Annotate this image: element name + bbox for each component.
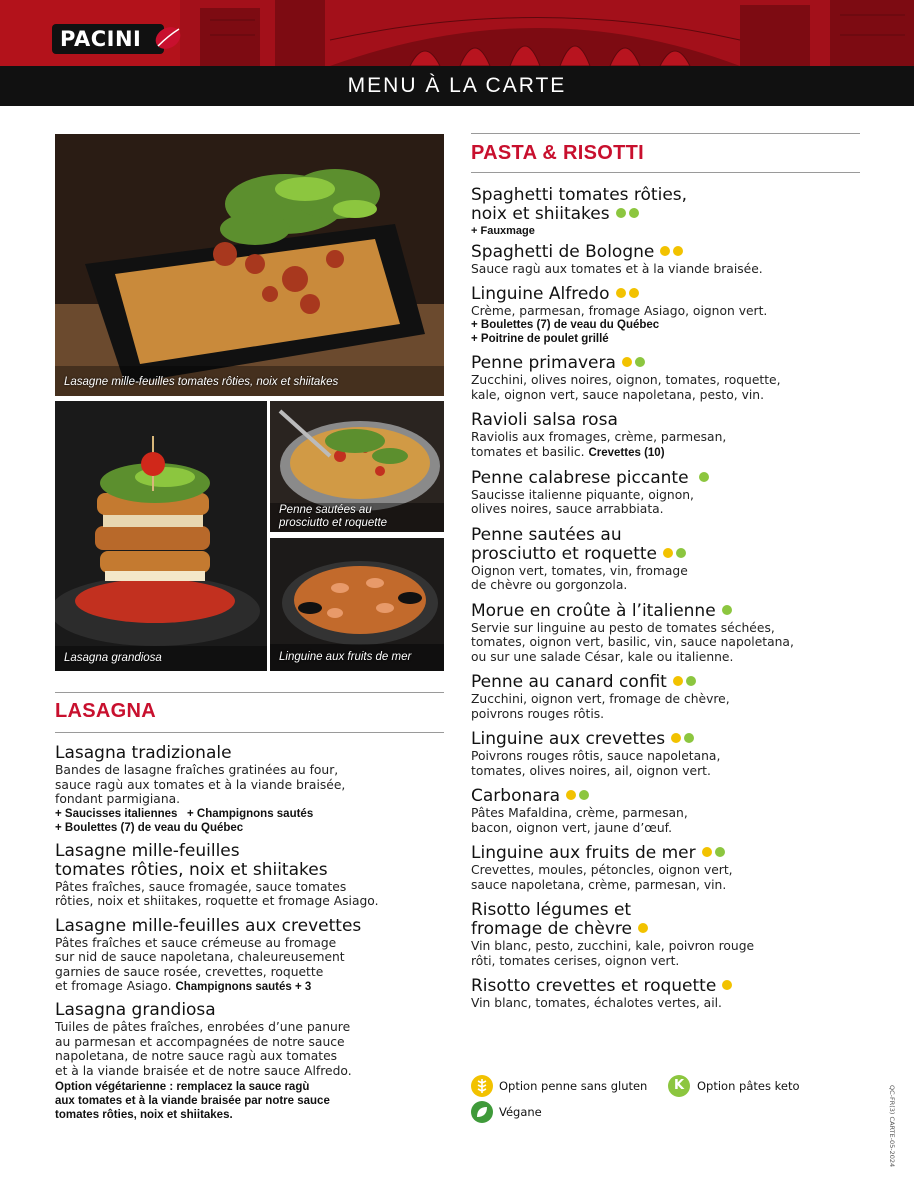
item-desc-line: de chèvre ou gorgonzola.	[471, 578, 628, 592]
item-desc-line: napoletana, de notre sauce ragù aux tomates	[55, 1049, 338, 1063]
item-name-text: Carbonara	[471, 786, 561, 806]
legend-keto-label: Option pâtes keto	[697, 1079, 800, 1093]
pasta-item-linguine-crevettes	[471, 730, 871, 778]
lasagna-section-title: LASAGNA	[55, 700, 156, 722]
extra-option: + Boulettes (7) de veau du Québec	[471, 319, 660, 331]
item-desc-line: rôti, tomates cerises, oignon vert.	[471, 953, 680, 968]
vegan-dot	[715, 847, 725, 857]
diet-dots	[668, 729, 694, 749]
item-desc-line: sur nid de sauce napoletana, chaleureusement	[55, 950, 345, 964]
legend-vegan-label: Végane	[499, 1105, 542, 1119]
item-desc-line: rôties, noix et shiitakes, roquette et fromage Asiago.	[55, 894, 379, 908]
vegan-dot	[629, 208, 639, 218]
diet-dots	[619, 353, 645, 373]
item-desc-line: Crevettes, moules, pétoncles, oignon vert,	[471, 863, 733, 877]
note-line: aux tomates et à la viande braisée par notre sauce	[55, 1095, 330, 1107]
item-desc-line: Pâtes fraîches et sauce crémeuse au fromage	[55, 935, 337, 950]
item-name-line: Penne sautées au	[471, 524, 622, 545]
gluten-free-dot	[622, 357, 632, 367]
pasta-item-penne-prosciutto	[471, 526, 871, 593]
item-name-text: Penne au canard confit	[471, 672, 667, 692]
item-desc-line	[55, 979, 455, 994]
pacini-logo[interactable]	[52, 20, 182, 56]
item-name-line	[471, 545, 871, 564]
keto-dot	[673, 246, 683, 256]
item-name-line	[471, 285, 871, 304]
item-desc-line: olives noires, sauce arrabbiata.	[471, 502, 664, 516]
item-name: Ravioli salsa rosa	[471, 410, 618, 430]
item-name-line: Risotto légumes et	[471, 900, 632, 920]
lasagna-item-mille-feuilles	[55, 842, 455, 909]
item-name-text: prosciutto et roquette	[471, 543, 658, 564]
item-desc-text: et fromage Asiago.	[55, 979, 172, 993]
item-name: Lasagna grandiosa	[55, 1000, 216, 1020]
photo-penne-prosciutto	[270, 401, 444, 532]
vegan-dot	[699, 472, 709, 482]
diet-dots	[699, 843, 725, 863]
pasta-item-alfredo	[471, 285, 871, 347]
item-desc-line: Servie sur linguine au pesto de tomates séchées,	[471, 620, 775, 635]
item-desc-line: Vin blanc, pesto, zucchini, kale, poivron rouge	[471, 939, 755, 953]
item-name-line	[471, 787, 871, 806]
vegan-dot	[635, 357, 645, 367]
venice-bridge-illustration	[180, 0, 914, 66]
gluten-free-dot	[660, 246, 670, 256]
item-extras-line	[55, 807, 455, 821]
item-desc-line: ou sur une salade César, kale ou italienne.	[471, 649, 734, 664]
wheat-icon	[471, 1075, 493, 1097]
gluten-free-dot	[663, 548, 673, 558]
extra-option: Crevettes (10)	[588, 446, 665, 459]
lasagna-dish-illustration	[55, 134, 444, 396]
pasta-item-carbonara	[471, 787, 871, 835]
diet-dots	[660, 544, 686, 564]
item-desc-line: et à la viande braisée et de notre sauce Alfredo.	[55, 1063, 352, 1078]
keto-dot	[629, 288, 639, 298]
item-name-line	[471, 469, 871, 488]
item-desc-line: garnies de sauce rosée, crevettes, roquette	[55, 964, 324, 979]
item-desc-line: Tuiles de pâtes fraîches, enrobées d’une panure	[55, 1020, 351, 1034]
item-name-text: Morue en croûte à l’italienne	[471, 600, 716, 621]
pasta-item-bologne	[471, 243, 871, 277]
item-desc-line: tomates, oignon vert, basilic, vin, sauce napoletana,	[471, 635, 794, 649]
pasta-item-risotto-crevettes	[471, 977, 871, 1011]
item-desc-line: Pâtes Mafaldina, crème, parmesan,	[471, 806, 688, 820]
item-name-text: Linguine Alfredo	[471, 283, 610, 304]
vegan-dot	[684, 733, 694, 743]
item-name-line: tomates rôties, noix et shiitakes	[55, 859, 328, 880]
item-desc-line	[471, 445, 871, 460]
item-desc-line: Zucchini, olives noires, oignon, tomates, roquette,	[471, 373, 781, 387]
print-code: QC-FR(3) CARTE-05-2024	[888, 1085, 896, 1168]
item-name-text: Linguine aux crevettes	[471, 729, 666, 749]
item-name-line	[471, 730, 871, 749]
caption-penne-line-1: Penne sautées au	[279, 504, 372, 516]
diet-legend	[471, 1075, 871, 1125]
item-name-line: Lasagne mille-feuilles	[55, 840, 240, 861]
note-line: tomates rôties, noix et shiitakes.	[55, 1109, 233, 1121]
diet-dots	[613, 204, 639, 224]
pasta-item-fruits-de-mer	[471, 844, 871, 892]
extra-option: + Poitrine de poulet grillé	[471, 333, 609, 345]
item-desc-line: bacon, oignon vert, jaune d’œuf.	[471, 820, 672, 835]
item-name-text: Linguine aux fruits de mer	[471, 843, 696, 863]
diet-dots	[696, 468, 709, 488]
item-name-line	[471, 354, 871, 373]
item-desc-line: sauce ragù aux tomates et à la viande braisée,	[55, 777, 346, 792]
lasagna-item-grandiosa	[55, 1001, 455, 1078]
gluten-free-dot	[722, 980, 732, 990]
pasta-item-spaghetti-tomates	[471, 186, 871, 238]
lasagna-item-tradizionale	[55, 744, 455, 835]
item-desc-line: Pâtes fraîches, sauce fromagée, sauce tomates	[55, 879, 347, 894]
item-desc-line: Crème, parmesan, fromage Asiago, oignon vert.	[471, 303, 768, 318]
item-desc-line: sauce napoletana, crème, parmesan, vin.	[471, 877, 727, 892]
item-desc-line: Oignon vert, tomates, vin, fromage	[471, 563, 688, 578]
caption-linguine-fruits-de-mer: Linguine aux fruits de mer	[279, 651, 412, 663]
item-name-line	[471, 920, 871, 939]
grandiosa-illustration	[55, 401, 267, 671]
item-desc-line: Vin blanc, tomates, échalotes vertes, ail.	[471, 996, 722, 1010]
item-name-line	[471, 205, 871, 224]
pasta-bottom-rule	[471, 172, 860, 173]
item-desc-line: Raviolis aux fromages, crème, parmesan,	[471, 430, 727, 444]
gluten-free-icon	[471, 1075, 493, 1097]
caption-lasagna-mille-feuilles: Lasagne mille-feuilles tomates rôties, noix et shiitakes	[64, 376, 339, 388]
item-name: Lasagna tradizionale	[55, 743, 232, 763]
pasta-section-title: PASTA & RISOTTI	[471, 142, 645, 164]
extra-option: Champignons sautés + 3	[175, 981, 312, 993]
extra-option: + Champignons sautés	[187, 807, 314, 820]
item-desc-line: poivrons rouges rôtis.	[471, 706, 605, 721]
item-name-text: Penne primavera	[471, 353, 616, 373]
diet-dots	[613, 284, 639, 304]
item-name-line: Spaghetti tomates rôties,	[471, 185, 688, 205]
photo-linguine-fruits-de-mer	[270, 538, 444, 671]
extra-option: + Saucisses italiennes	[55, 807, 178, 820]
logo-text: PACINI	[60, 27, 142, 51]
item-name-line	[471, 844, 871, 863]
caption-penne-line-2: prosciutto et roquette	[279, 517, 388, 529]
legend-gluten-free-label: Option penne sans gluten	[499, 1079, 648, 1093]
pasta-item-canard	[471, 673, 871, 721]
pasta-list	[471, 186, 871, 1011]
pasta-item-morue	[471, 602, 871, 665]
lasagna-top-rule	[55, 692, 444, 693]
photo-lasagna-grandiosa	[55, 401, 267, 671]
vegan-icon	[471, 1101, 493, 1123]
keto-icon	[668, 1075, 690, 1097]
pasta-item-risotto-legumes	[471, 901, 871, 968]
item-name-text: Spaghetti de Bologne	[471, 242, 655, 262]
pasta-item-primavera	[471, 354, 871, 402]
item-desc-line: tomates, olives noires, ail, oignon vert.	[471, 763, 711, 778]
item-name-line	[471, 243, 871, 262]
diet-dots	[563, 786, 589, 806]
diet-dots	[657, 242, 683, 262]
pasta-top-rule	[471, 133, 860, 134]
page-title: MENU À LA CARTE	[0, 66, 914, 106]
item-desc-line: kale, oignon vert, sauce napoletana, pesto, vin.	[471, 387, 764, 402]
photo-lasagna-mille-feuilles	[55, 134, 444, 396]
extra-option: + Fauxmage	[471, 225, 535, 237]
item-desc-line: fondant parmigiana.	[55, 792, 181, 806]
gluten-free-dot	[616, 288, 626, 298]
header-banner	[0, 0, 914, 66]
lasagna-item-crevettes	[55, 917, 455, 995]
item-name-line	[471, 602, 871, 621]
item-name-text: fromage de chèvre	[471, 919, 633, 939]
diet-dots	[635, 919, 648, 939]
gluten-free-dot	[673, 676, 683, 686]
vegan-dot	[579, 790, 589, 800]
item-name-line	[471, 977, 871, 996]
note-line: Option végétarienne : remplacez la sauce ragù	[55, 1081, 310, 1093]
extra-option: + Boulettes (7) de veau du Québec	[55, 821, 244, 834]
pasta-item-ravioli	[471, 411, 871, 460]
keto-letter: K	[673, 1078, 685, 1093]
caption-lasagna-grandiosa: Lasagna grandiosa	[64, 652, 162, 664]
item-name-text: Penne calabrese piccante	[471, 467, 689, 488]
diet-dots	[719, 601, 732, 621]
item-desc-line: Saucisse italienne piquante, oignon,	[471, 487, 694, 502]
diet-dots	[670, 672, 696, 692]
vegan-dot	[676, 548, 686, 558]
item-name-text: noix et shiitakes	[471, 204, 610, 224]
item-desc-line: Zucchini, oignon vert, fromage de chèvre,	[471, 692, 730, 706]
gluten-free-dot	[566, 790, 576, 800]
gluten-free-dot	[638, 923, 648, 933]
item-name-text: Risotto crevettes et roquette	[471, 976, 717, 996]
item-name: Lasagne mille-feuilles aux crevettes	[55, 915, 362, 936]
vegetarian-note	[55, 1080, 455, 1122]
lasagna-list	[55, 744, 455, 1122]
leaf-icon	[471, 1101, 493, 1123]
caption-penne-prosciutto	[279, 504, 387, 530]
diet-dots	[719, 976, 732, 996]
vegan-dot	[686, 676, 696, 686]
lasagna-bottom-rule	[55, 732, 444, 733]
item-desc-text: tomates et basilic.	[471, 444, 585, 459]
pasta-item-calabrese	[471, 469, 871, 517]
gluten-free-dot	[702, 847, 712, 857]
item-name-line	[471, 673, 871, 692]
logo-leaf-icon	[152, 20, 186, 54]
item-desc-line: Poivrons rouges rôtis, sauce napoletana,	[471, 749, 721, 763]
item-desc-line: au parmesan et accompagnées de notre sauce	[55, 1034, 345, 1049]
gluten-free-dot	[671, 733, 681, 743]
item-desc-line: Bandes de lasagne fraîches gratinées au four,	[55, 763, 339, 777]
item-desc-line: Sauce ragù aux tomates et à la viande braisée.	[471, 262, 763, 276]
vegan-dot	[722, 605, 732, 615]
vegan-dot	[616, 208, 626, 218]
